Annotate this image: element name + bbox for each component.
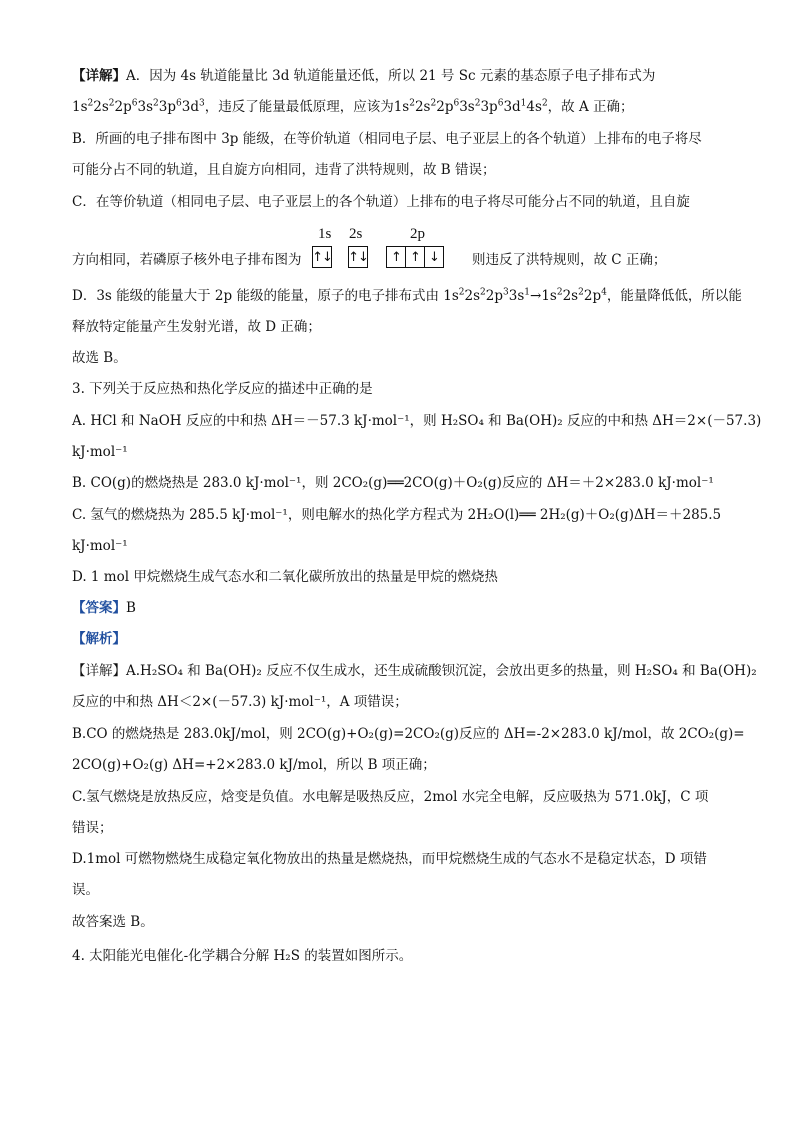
explain-line-6-lead: 方向相同，若磷原子核外电子排布图为 xyxy=(72,252,302,268)
orbital-box-2p-1: ↑ xyxy=(386,246,406,268)
solution-line-4: 2CO(g)+O₂(g) ΔH=+2×283.0 kJ/mol，所以 B 项正确； xyxy=(72,757,436,773)
explain-line-9: 故选 B。 xyxy=(72,350,127,366)
answer-line xyxy=(72,598,136,618)
orbital-box-2p-3: ↓ xyxy=(424,246,444,268)
explain-line-2: $1s^22s^22p^63s^23p^63d^3$，违反了能量最低原理，应该为$1s^22s^22p^63s^23p^63d^14s^2$，故 A 正确； xyxy=(72,98,634,115)
orbital-box-2p-2: ↑ xyxy=(405,246,425,268)
option-a-line-2: kJ·mol⁻¹ xyxy=(72,444,128,460)
option-b: B. CO(g)的燃烧热是 283.0 kJ·mol⁻¹，则 2CO₂(g)══2CO(g)＋O₂(g)反应的 ΔH＝＋2×283.0 kJ·mol⁻¹ xyxy=(72,475,714,491)
explain-a-text: A．因为 4s 轨道能量比 3d 轨道能量还低，所以 21 号 Sc 元素的基态原子电子排布式为 xyxy=(126,68,656,84)
explain-line-1 xyxy=(72,66,655,86)
label-2s: 2s xyxy=(349,226,363,242)
question-4-stem: 4. 太阳能光电催化-化学耦合分解 H₂S 的装置如图所示。 xyxy=(72,948,413,964)
solution-line-2: 反应的中和热 ΔH＜2×(－57.3) kJ·mol⁻¹，A 项错误； xyxy=(72,694,408,710)
config-correct: $1s^22s^22p^63s^23p^63d^14s^2$ xyxy=(393,98,548,115)
solution-line-7: D.1mol 可燃物燃烧生成稳定氧化物放出的热量是燃烧热，而甲烷燃烧生成的气态水不是稳定状态，D 项错 xyxy=(72,851,707,867)
option-c-line-1: C. 氢气的燃烧热为 285.5 kJ·mol⁻¹，则电解水的热化学方程式为 2H₂O(l)══ 2H₂(g)＋O₂(g)ΔH＝＋285.5 xyxy=(72,507,722,523)
option-a-line-1: A. HCl 和 NaOH 反应的中和热 ΔH＝－57.3 kJ·mol⁻¹，则 H₂SO₄ 和 Ba(OH)₂ 反应的中和热 ΔH＝2×(－57.3) xyxy=(72,413,762,429)
explain-line-5: C．在等价轨道（相同电子层、电子亚层上的各个轨道）上排布的电子将尽可能分占不同的轨道，且自旋 xyxy=(72,194,690,210)
answer-label: 【答案】 xyxy=(72,600,126,616)
solution-line-6: 错误； xyxy=(72,820,113,836)
explain-line-8: 释放特定能量产生发射光谱，故 D 正确； xyxy=(72,319,321,335)
solution-line-5: C.氢气燃烧是放热反应，焓变是负值。水电解是吸热反应，2mol 水完全电解，反应吸热为 571.0kJ，C 项 xyxy=(72,789,709,805)
orbital-box-2s: ↑↓ xyxy=(348,246,368,268)
label-1s: 1s xyxy=(318,226,332,242)
question-3-stem: 3. 下列关于反应热和热化学反应的描述中正确的是 xyxy=(72,381,373,397)
explain-tag: 【详解】 xyxy=(72,68,126,84)
analysis-label: 【解析】 xyxy=(72,631,126,647)
explain-line-3: B．所画的电子排布图中 3p 能级，在等价轨道（相同电子层、电子亚层上的各个轨道）上排布的电子将尽 xyxy=(72,131,702,147)
solution-line-9: 故答案选 B。 xyxy=(72,914,154,930)
label-2p: 2p xyxy=(410,226,425,242)
explain-line-4: 可能分占不同的轨道，且自旋方向相同，违背了洪特规则，故 B 错误； xyxy=(72,162,496,178)
config-excited: $1s^22s^22p^33s^1\to 1s^22s^22p^4$ xyxy=(443,287,607,304)
solution-line-8: 误。 xyxy=(72,882,99,898)
explain-line-7: D．3s 能级的能量大于 2p 能级的能量，原子的电子排布式由 $1s^22s^22p^33s^1\to 1s^22s^22p^4$，能量降低低，所以能 xyxy=(72,287,742,304)
option-c-line-2: kJ·mol⁻¹ xyxy=(72,538,128,554)
solution-line-1: 【详解】A.H₂SO₄ 和 Ba(OH)₂ 反应不仅生成水，还生成硫酸钡沉淀，会放出更多的热量，则 H₂SO₄ 和 Ba(OH)₂ xyxy=(72,663,757,679)
explain-line-6-tail: 则违反了洪特规则，故 C 正确； xyxy=(472,252,667,268)
option-d: D. 1 mol 甲烷燃烧生成气态水和二氧化碳所放出的热量是甲烷的燃烧热 xyxy=(72,569,498,585)
answer-value: B xyxy=(126,600,136,616)
solution-line-3: B.CO 的燃烧热是 283.0kJ/mol，则 2CO(g)+O₂(g)=2CO₂(g)反应的 ΔH=-2×283.0 kJ/mol，故 2CO₂(g)= xyxy=(72,726,745,742)
config-wrong: $1s^22s^22p^63s^23p^63d^3$ xyxy=(72,98,205,115)
solution-tag: 【详解】 xyxy=(72,663,126,679)
orbital-box-1s: ↑↓ xyxy=(312,246,332,268)
